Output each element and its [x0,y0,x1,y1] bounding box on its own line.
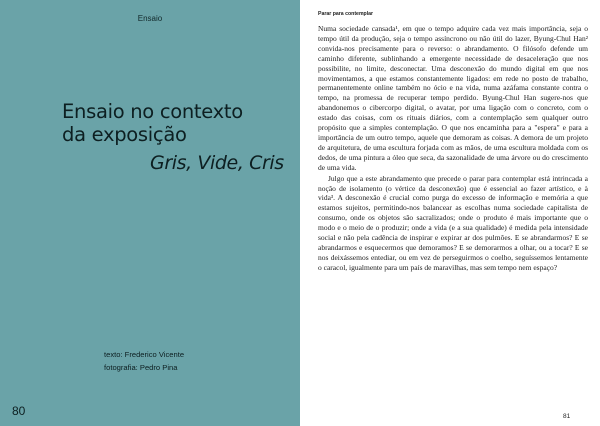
photo-credit: fotografia: Pedro Pina [104,363,178,372]
paragraph-2: Julgo que a este abrandamento que precede o parar para contemplar está intrincada a noção de isolamento (o vértice da desconexão) que é essencial ao fazer artístico, e à vida³. A desconexão é crucial como purga do excesso de informação e memória a que estamos sujeitos, permitindo-nos balancear as escolhas numa sociedade capitalista de consumo, onde os objetos são sacralizados; onde o produto é mais importante que o modo e o meio de o produzir; onde a vida (e a sua qualidade) é medida pela intensidade social e não pela cadência de inspirar e expirar ar dos pulmões. E se abrandarmos? E se abrandarmos e esquecermos que demoramos? E se demorarmos a olhar, ou a tocar? E se nos deixássemos entediar, ou em vez de perseguirmos o coelho, seguíssemos lentamente o caracol, igualmente para um país de maravilhas, mas sem tempo nem espaço? [318,173,588,272]
page-number-right: 81 [563,413,571,420]
paragraph-1: Numa sociedade cansada¹, em que o tempo adquire cada vez mais importância, seja o tempo útil da produção, seja o tempo assíncrono ou não útil do lazer, Byung-Chul Han² convida-nos precisamente para o reverso: o abrandamento. O filósofo defende um caminho diferente, sublinhando a emergente necessidade de desaceleração que nos possibilite, no limite, desconectar. Uma desconexão do mundo digital em que nos movimentamos, a que estamos constantemente ligados: em rede no posto de trabalho, permanentemente online também no ócio e na vida, numa azáfama constante contra o tempo, na promessa de recuperar tempo perdido. Byung-Chul Han sugere-nos que abandonemos o cibercorpo digital, o avatar, por uma ligação com o concreto, com o estado das coisas, com os rituais diários, com a contemplação sem qualquer outro propósito que a simples contemplação. O que nos encaminha para a "espera" e para a importância de um outro tempo, aquele que demoram as coisas. A demora de um projeto de arquitetura, de uma escultura forjada com as mãos, de uma escultura moldada com os dedos, de uma pintura a óleo que seca, da sazonalidade de uma árvore ou do crescimento de uma vida. [318,24,588,172]
title-line-2: da exposição [62,123,187,146]
page-number-left: 80 [12,404,26,418]
article-body [318,24,588,273]
right-page [300,0,600,426]
essay-subtitle: Gris, Vide, Cris [150,152,284,174]
text-credit: texto: Frederico Vicente [104,350,185,359]
essay-title [62,100,292,146]
running-head: Parar para contemplar [318,11,374,17]
section-label: Ensaio [137,14,163,23]
title-line-1: Ensaio no contexto [62,100,243,123]
